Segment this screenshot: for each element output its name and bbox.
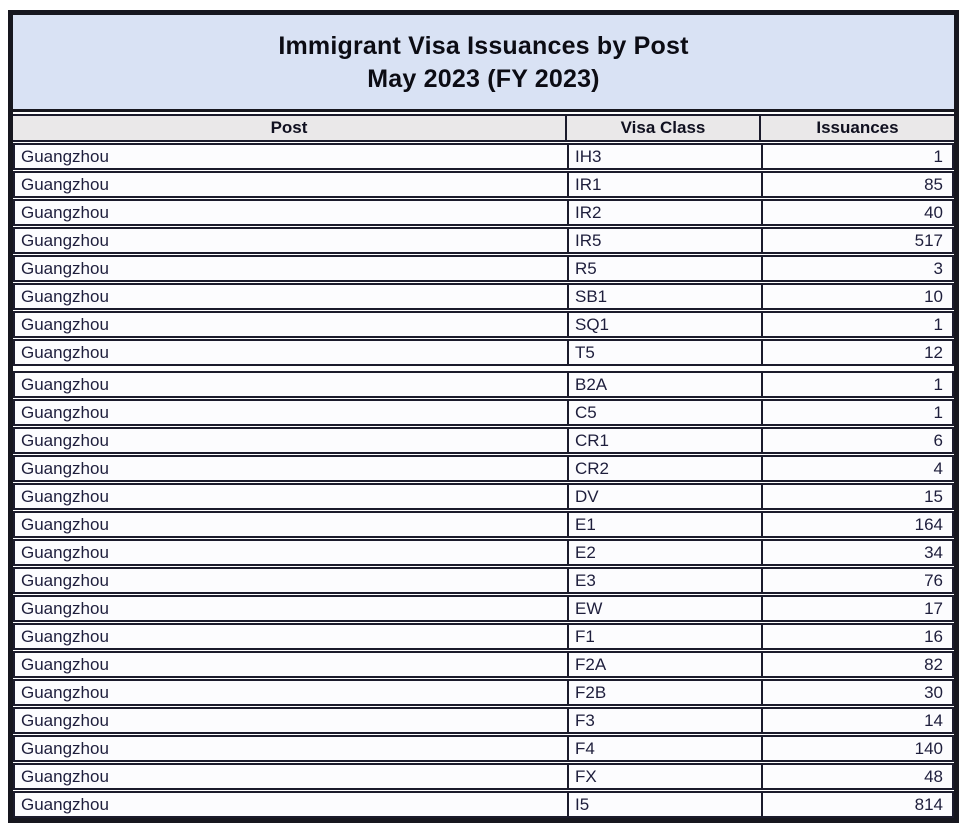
- cell-visa-class: IR2: [567, 199, 761, 226]
- issuances-table: [8, 10, 959, 823]
- cell-issuances: 6: [761, 427, 952, 454]
- cell-post: Guangzhou: [21, 739, 109, 758]
- table-row: [13, 199, 954, 226]
- cell-issuances: 164: [761, 511, 952, 538]
- cell-post: Guangzhou: [21, 403, 109, 422]
- cell-issuances: 814: [761, 791, 952, 818]
- cell-post: Guangzhou: [21, 571, 109, 590]
- cell-post: Guangzhou: [21, 655, 109, 674]
- table-row: [13, 283, 954, 310]
- cell-issuances: 16: [761, 623, 952, 650]
- table-row: [13, 399, 954, 426]
- table-row: [13, 595, 954, 622]
- table-row: [13, 171, 954, 198]
- cell-issuances: 140: [761, 735, 952, 762]
- cell-issuances: 34: [761, 539, 952, 566]
- table-row: [13, 511, 954, 538]
- table-row: [13, 623, 954, 650]
- cell-post: Guangzhou: [21, 795, 109, 814]
- cell-issuances: 10: [761, 283, 952, 310]
- cell-visa-class: CR2: [567, 455, 761, 482]
- table-header-row: [13, 114, 954, 142]
- table-body: [13, 143, 954, 818]
- cell-issuances: 4: [761, 455, 952, 482]
- cell-post: Guangzhou: [21, 683, 109, 702]
- cell-issuances: 48: [761, 763, 952, 790]
- cell-visa-class: IR5: [567, 227, 761, 254]
- cell-issuances: 1: [761, 143, 952, 170]
- cell-post: Guangzhou: [21, 175, 109, 194]
- cell-visa-class: E2: [567, 539, 761, 566]
- cell-visa-class: F2A: [567, 651, 761, 678]
- cell-visa-class: E3: [567, 567, 761, 594]
- table-row: [13, 679, 954, 706]
- cell-issuances: 85: [761, 171, 952, 198]
- table-title: Immigrant Visa Issuances by Post: [278, 32, 689, 60]
- cell-issuances: 1: [761, 311, 952, 338]
- table-row: [13, 763, 954, 790]
- cell-issuances: 517: [761, 227, 952, 254]
- table-row: [13, 707, 954, 734]
- table-row: [13, 143, 954, 170]
- cell-visa-class: EW: [567, 595, 761, 622]
- table-row: [13, 651, 954, 678]
- table-row: [13, 735, 954, 762]
- cell-visa-class: B2A: [567, 371, 761, 398]
- cell-issuances: 30: [761, 679, 952, 706]
- cell-post: Guangzhou: [21, 375, 109, 394]
- cell-post: Guangzhou: [21, 599, 109, 618]
- column-header-visa-class: Visa Class: [565, 116, 759, 140]
- cell-issuances: 40: [761, 199, 952, 226]
- cell-visa-class: SB1: [567, 283, 761, 310]
- table-row: [13, 567, 954, 594]
- cell-post: Guangzhou: [21, 487, 109, 506]
- cell-visa-class: DV: [567, 483, 761, 510]
- cell-post: Guangzhou: [21, 147, 109, 166]
- cell-issuances: 1: [761, 399, 952, 426]
- column-header-issuances: Issuances: [759, 116, 954, 140]
- cell-post: Guangzhou: [21, 231, 109, 250]
- cell-visa-class: IH3: [567, 143, 761, 170]
- cell-post: Guangzhou: [21, 767, 109, 786]
- cell-issuances: 17: [761, 595, 952, 622]
- cell-post: Guangzhou: [21, 459, 109, 478]
- cell-visa-class: F2B: [567, 679, 761, 706]
- table-row: [13, 427, 954, 454]
- cell-issuances: 76: [761, 567, 952, 594]
- table-row: [13, 371, 954, 398]
- cell-visa-class: C5: [567, 399, 761, 426]
- cell-issuances: 1: [761, 371, 952, 398]
- cell-visa-class: T5: [567, 339, 761, 366]
- column-header-post: Post: [270, 118, 308, 137]
- cell-post: Guangzhou: [21, 711, 109, 730]
- table-row: [13, 455, 954, 482]
- cell-post: Guangzhou: [21, 343, 109, 362]
- cell-issuances: 82: [761, 651, 952, 678]
- cell-post: Guangzhou: [21, 543, 109, 562]
- cell-issuances: 3: [761, 255, 952, 282]
- table-row: [13, 339, 954, 366]
- cell-post: Guangzhou: [21, 259, 109, 278]
- cell-visa-class: I5: [567, 791, 761, 818]
- table-row: [13, 539, 954, 566]
- cell-issuances: 12: [761, 339, 952, 366]
- cell-issuances: 14: [761, 707, 952, 734]
- cell-post: Guangzhou: [21, 287, 109, 306]
- cell-visa-class: FX: [567, 763, 761, 790]
- cell-post: Guangzhou: [21, 315, 109, 334]
- cell-visa-class: E1: [567, 511, 761, 538]
- cell-issuances: 15: [761, 483, 952, 510]
- cell-post: Guangzhou: [21, 203, 109, 222]
- cell-post: Guangzhou: [21, 431, 109, 450]
- cell-post: Guangzhou: [21, 627, 109, 646]
- cell-visa-class: SQ1: [567, 311, 761, 338]
- cell-visa-class: F3: [567, 707, 761, 734]
- table-title-block: [13, 15, 954, 112]
- cell-visa-class: F1: [567, 623, 761, 650]
- cell-post: Guangzhou: [21, 515, 109, 534]
- table-row: [13, 311, 954, 338]
- cell-visa-class: F4: [567, 735, 761, 762]
- table-row: [13, 483, 954, 510]
- table-row: [13, 227, 954, 254]
- cell-visa-class: CR1: [567, 427, 761, 454]
- table-row: [13, 255, 954, 282]
- table-subtitle: May 2023 (FY 2023): [367, 65, 600, 93]
- cell-visa-class: R5: [567, 255, 761, 282]
- cell-visa-class: IR1: [567, 171, 761, 198]
- table-row: [13, 791, 954, 818]
